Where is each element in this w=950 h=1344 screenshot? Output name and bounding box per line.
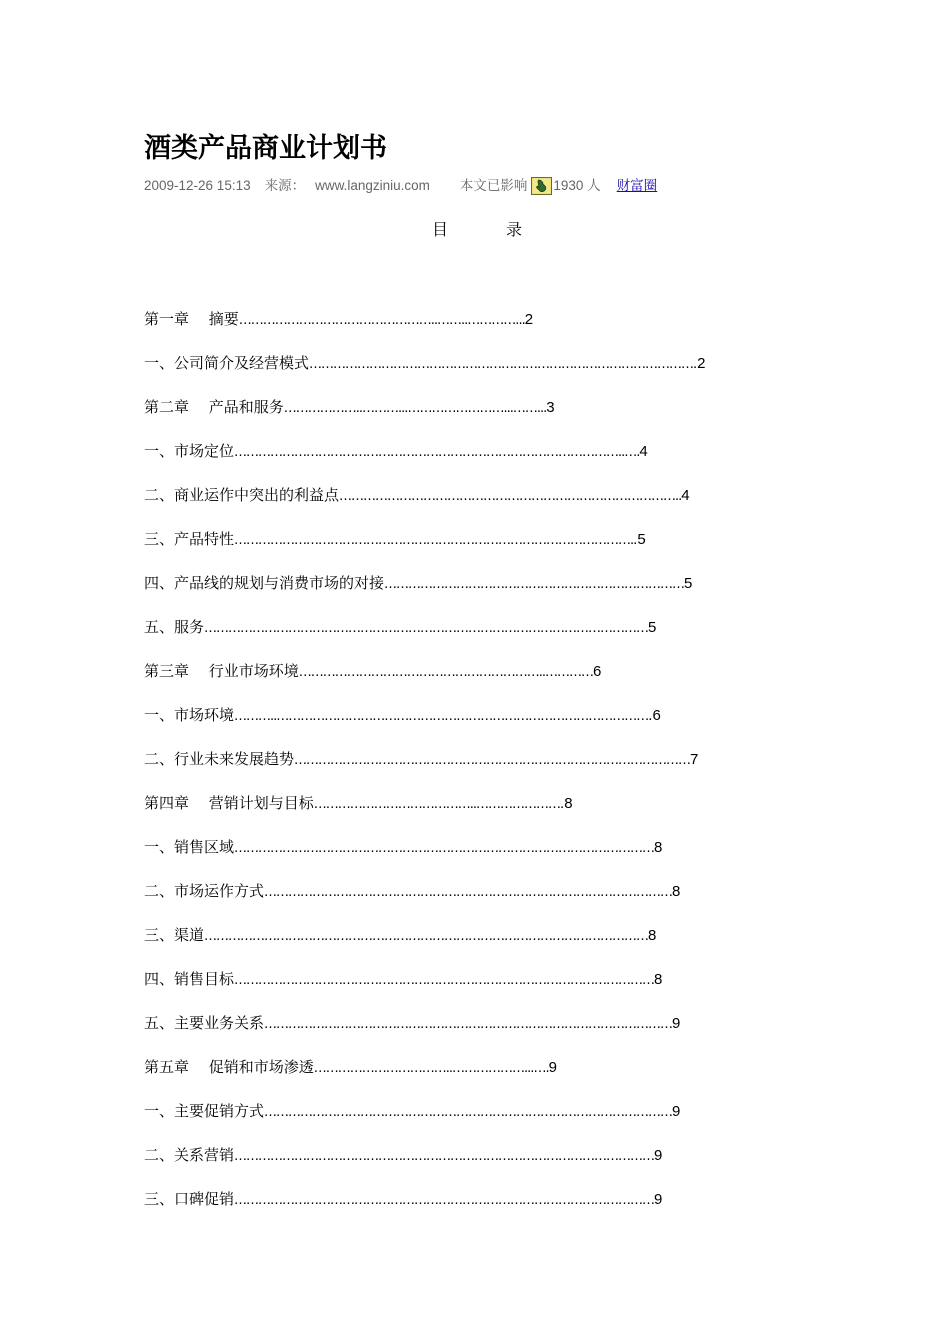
toc-entry-link[interactable] [144,1055,808,1079]
toc-entry-link[interactable] [144,967,808,991]
toc-entry-link[interactable] [144,571,808,595]
toc-entry-page: 8 [654,971,663,988]
toc-entry-leader: ……………………………..………………...…. [313,1061,549,1076]
toc-entry-label: 一、公司简介及经营模式 [144,354,310,372]
toc-entry-leader: …………………………………………………………………………………………… [234,973,655,988]
toc-item [144,439,808,483]
toc-item [144,879,808,923]
toc-entry-leader: ………..………………………………………………………………………………… [234,709,649,724]
toc-item [144,351,808,395]
toc-entry-label: 一、销售区域 [144,838,235,856]
toc-entry-link[interactable] [144,483,808,507]
toc-entry-page: .8 [560,795,573,812]
toc-entry-page: 6 [593,663,602,680]
toc-entry-label: 第二章 产品和服务 [144,398,284,416]
toc-entry-link[interactable] [144,879,808,903]
toc-item [144,1099,808,1143]
toc-item [144,571,808,615]
toc-entry-link[interactable] [144,1011,808,1035]
toc-entry-leader: ………………………………………………………………………………………………… [204,929,649,944]
toc-entry-leader: …………………………………..………………… [313,797,561,812]
toc-entry-link[interactable] [144,351,808,375]
toc-entry-leader: ………………………………………………………………………….. [339,489,682,504]
toc-entry-leader: ………………………………………………………………… [384,577,685,592]
toc-entry-leader: …………………………………………………………………………………………… [234,1193,655,1208]
toc-entry-page: 2 [524,311,534,328]
toc-entry-leader: ……………………………………………………………………………………..…. [234,445,640,460]
impact-label: 本文已影响 [459,178,528,193]
toc-item [144,395,808,439]
toc-entry-link[interactable] [144,439,808,463]
toc-entry-page: 9 [672,1015,681,1032]
publish-datetime: 2009-12-26 15:13 [144,178,251,193]
toc-entry-leader: ………………………………………………………………………………………………… [204,621,649,636]
toc-entry-label: 五、服务 [144,618,205,636]
toc-entry-link[interactable] [144,659,808,683]
toc-entry-page: .2 [693,355,706,372]
toc-entry-label: 二、行业未来发展趋势 [144,750,295,768]
impact-count: 1930 人 [553,178,601,193]
toc-entry-page: 9 [654,1147,663,1164]
toc-entry-page: 9 [548,1059,557,1076]
toc-entry-leader: ………………………………………………………………………………………… [264,1105,673,1120]
toc-entry-label: 二、关系营销 [144,1146,235,1164]
toc-entry-label: 一、市场定位 [144,442,235,460]
table-of-contents [144,307,808,1231]
source-url: www.langziniu.com [315,178,430,193]
toc-entry-page: 9 [654,1191,663,1208]
toc-entry-link[interactable] [144,923,808,947]
toc-entry-label: 第三章 行业市场环境 [144,662,299,680]
toc-item [144,527,808,571]
toc-heading-right: 录 [505,220,522,239]
toc-item [144,923,808,967]
toc-item [144,1055,808,1099]
toc-entry-label: 一、主要促销方式 [144,1102,265,1120]
toc-entry-page: 8 [648,927,657,944]
toc-item [144,1143,808,1187]
toc-entry-leader: …………………………………………..……..…………... [238,313,525,328]
toc-entry-page: 4 [681,487,690,504]
toc-item [144,1011,808,1055]
toc-entry-page: .6 [648,707,661,724]
toc-entry-label: 三、口碑促销 [144,1190,235,1208]
toc-item [144,1187,808,1231]
toc-entry-page: 8 [654,839,663,856]
toc-entry-link[interactable] [144,747,808,771]
toc-entry-page: .5 [633,531,646,548]
toc-entry-leader: …………………………………………………………………………………… [309,357,694,372]
toc-entry-link[interactable] [144,1099,808,1123]
toc-entry-leader: ………………..………...……………………...……... [283,401,547,416]
toc-entry-link[interactable] [144,1187,808,1211]
toc-entry-label: 四、产品线的规划与消费市场的对接 [144,574,385,592]
toc-item [144,835,808,879]
toc-entry-leader: ………………………………………………………………………………………… [264,1017,673,1032]
toc-entry-label: 第一章 摘要 [144,310,239,328]
toc-item [144,307,808,351]
toc-item [144,659,808,703]
toc-entry-page: 8 [672,883,681,900]
toc-entry-label: 一、市场环境 [144,706,235,724]
toc-entry-link[interactable] [144,527,808,551]
toc-entry-link[interactable] [144,307,808,331]
toc-entry-label: 第四章 营销计划与目标 [144,794,314,812]
page-title: 酒类产品商业计划书 [144,133,387,164]
toc-entry-leader: ……………………………………………………..………… [298,665,594,680]
toc-entry-link[interactable] [144,615,808,639]
toc-heading-left: 目 [432,220,449,239]
toc-entry-link[interactable] [144,1143,808,1167]
toc-entry-page: 4 [639,443,648,460]
toc-item [144,967,808,1011]
toc-entry-leader: ………………………………………………………………………………………… [264,885,673,900]
toc-entry-label: 三、渠道 [144,926,205,944]
toc-entry-page: 5 [684,575,693,592]
toc-entry-leader: …………………………………………………………………………………………… [234,1149,655,1164]
hand-pointer-icon [531,177,552,195]
toc-entry-page: 3 [546,399,555,416]
toc-entry-link[interactable] [144,395,808,419]
toc-entry-leader: …………………………………………………………………………………………… [234,841,655,856]
toc-entry-label: 三、产品特性 [144,530,235,548]
toc-item [144,615,808,659]
toc-item [144,791,808,835]
toc-entry-label: 第五章 促销和市场渗透 [144,1058,314,1076]
toc-entry-leader: ……………………………………………………………………………………… [294,753,691,768]
toc-entry-page: 9 [672,1103,681,1120]
toc-item [144,747,808,791]
toc-entry-label: 二、市场运作方式 [144,882,265,900]
toc-entry-label: 四、销售目标 [144,970,235,988]
channel-link[interactable]: 财富圈 [616,178,658,193]
toc-heading [432,218,522,242]
toc-entry-link[interactable] [144,703,808,727]
toc-entry-link[interactable] [144,835,808,859]
toc-entry-label: 二、商业运作中突出的利益点 [144,486,340,504]
toc-entry-page: 7 [690,751,699,768]
toc-entry-leader: ………………………………………………………………………………………. [234,533,634,548]
article-meta [144,176,657,196]
toc-entry-link[interactable] [144,791,808,815]
toc-item [144,703,808,747]
source-label: 来源： [264,178,306,193]
toc-item [144,483,808,527]
toc-entry-label: 五、主要业务关系 [144,1014,265,1032]
toc-entry-page: 5 [648,619,657,636]
